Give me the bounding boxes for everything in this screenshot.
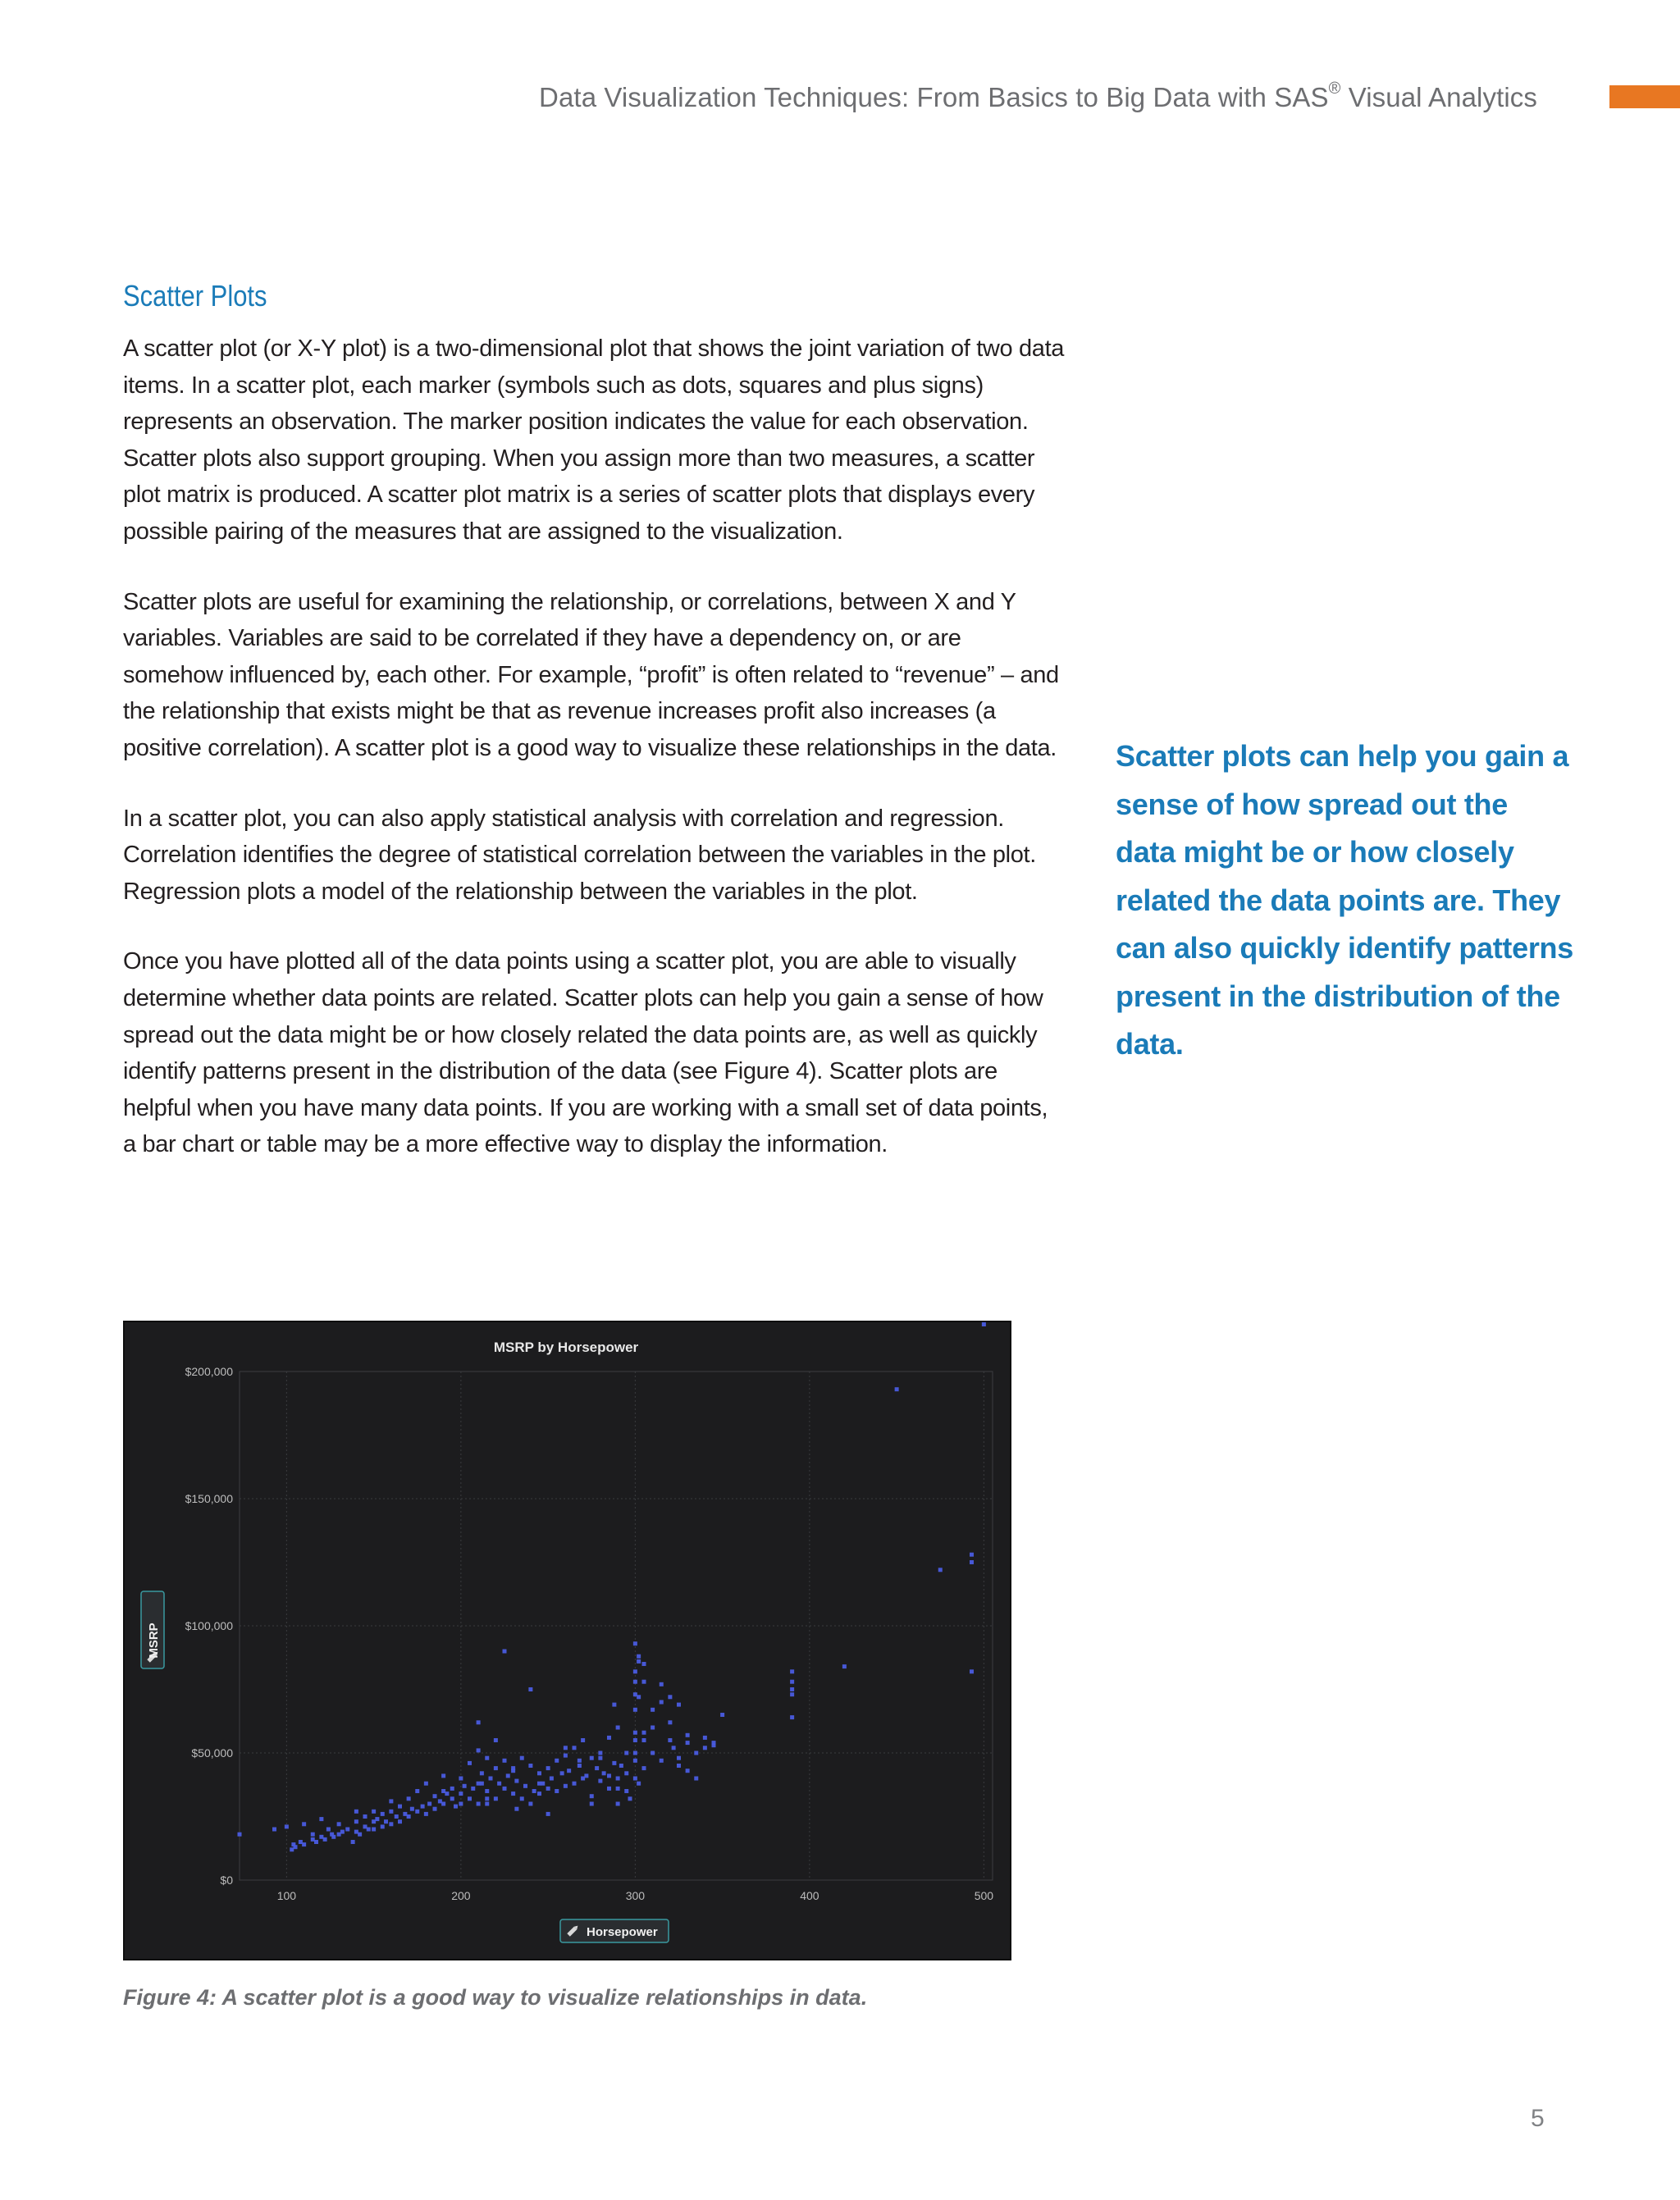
data-point[interactable] [337,1822,341,1826]
section-title: Scatter Plots [123,279,267,313]
data-point[interactable] [489,1777,493,1781]
data-point[interactable] [358,1833,362,1837]
data-point[interactable] [616,1777,620,1781]
data-point[interactable] [294,1845,298,1849]
data-point[interactable] [477,1748,481,1752]
data-point[interactable] [550,1777,554,1781]
data-point[interactable] [398,1819,402,1823]
x-tick-label: 400 [800,1889,819,1902]
data-point[interactable] [790,1687,794,1691]
data-point[interactable] [468,1796,472,1801]
chart-title: MSRP by Horsepower [493,1340,639,1355]
y-tick-label: $50,000 [191,1746,233,1760]
data-point[interactable] [581,1738,585,1742]
data-point[interactable] [441,1773,445,1778]
data-point[interactable] [407,1814,411,1819]
data-point[interactable] [497,1782,501,1786]
data-point[interactable] [323,1837,327,1842]
y-axis-label-chip[interactable] [141,1591,164,1668]
data-point[interactable] [485,1756,489,1760]
data-point[interactable] [607,1773,611,1778]
data-point[interactable] [537,1782,541,1786]
paragraph-3: In a scatter plot, you can also apply statistical analysis with correlation and regression. Correlation identifies the degree of statistical correlation between the variables in the plot. Regression plots a model of the relationship between the variables in the plot. [123,805,1036,905]
x-tick-label: 100 [276,1889,297,1902]
data-point[interactable] [415,1789,419,1793]
data-point[interactable] [459,1802,463,1806]
data-point[interactable] [381,1812,385,1816]
data-point[interactable] [560,1771,564,1775]
data-point[interactable] [694,1751,698,1755]
data-point[interactable] [351,1840,355,1844]
data-point[interactable] [514,1807,518,1811]
data-point[interactable] [468,1761,472,1765]
data-point[interactable] [537,1791,541,1796]
data-point[interactable] [528,1764,532,1768]
data-point[interactable] [624,1751,628,1755]
x-axis-label-chip[interactable] [560,1919,669,1942]
data-point[interactable] [459,1791,463,1796]
data-point[interactable] [485,1789,489,1793]
data-point[interactable] [511,1766,515,1770]
data-point[interactable] [494,1766,498,1770]
data-point[interactable] [660,1759,664,1763]
data-points [238,1322,986,1851]
data-point[interactable] [790,1692,794,1696]
data-point[interactable] [612,1703,616,1707]
x-tick-label: 300 [625,1889,646,1902]
data-point[interactable] [514,1779,518,1783]
data-point[interactable] [433,1807,437,1811]
data-point[interactable] [619,1764,623,1768]
data-point[interactable] [598,1751,602,1755]
data-point[interactable] [398,1805,402,1809]
data-point[interactable] [367,1828,371,1832]
data-point[interactable] [546,1787,550,1791]
data-point[interactable] [503,1759,507,1763]
data-point[interactable] [598,1779,602,1783]
running-header [539,82,1537,113]
data-point[interactable] [427,1802,431,1806]
data-point[interactable] [694,1777,698,1781]
data-point[interactable] [421,1805,425,1809]
data-point[interactable] [637,1659,641,1664]
data-point[interactable] [520,1756,524,1760]
data-point[interactable] [642,1766,646,1770]
data-point[interactable] [302,1822,306,1826]
data-point[interactable] [616,1802,620,1806]
data-point[interactable] [633,1641,637,1645]
data-point[interactable] [503,1650,507,1654]
data-point[interactable] [686,1769,690,1773]
data-point[interactable] [633,1731,637,1735]
data-point[interactable] [616,1787,620,1791]
data-point[interactable] [523,1784,527,1788]
data-point[interactable] [637,1782,641,1786]
data-point[interactable] [555,1759,559,1763]
data-point[interactable] [790,1680,794,1684]
data-point[interactable] [424,1812,428,1816]
data-point[interactable] [528,1802,532,1806]
data-point[interactable] [454,1805,458,1809]
page-number: 5 [1531,2105,1545,2132]
data-point[interactable] [703,1736,707,1740]
data-point[interactable] [564,1784,568,1788]
data-point[interactable] [485,1796,489,1801]
data-point[interactable] [372,1810,376,1814]
data-point[interactable] [668,1695,672,1699]
data-point[interactable] [677,1764,681,1768]
data-point[interactable] [381,1824,385,1828]
data-point[interactable] [372,1828,376,1832]
data-point[interactable] [633,1692,637,1696]
data-point[interactable] [567,1769,571,1773]
data-point[interactable] [494,1738,498,1742]
data-point[interactable] [895,1387,899,1391]
data-point[interactable] [363,1814,368,1819]
data-point[interactable] [410,1807,414,1811]
data-point[interactable] [578,1764,582,1768]
data-point[interactable] [415,1810,419,1814]
paragraph-4: Once you have plotted all of the data points using a scatter plot, you are able to visually determine whether data points are related. Scatter plots can help you gain a sense of how spread out the data might be or how closely related the data points are, as well as quickly identify patterns present in the distribution of the data (see Figure 4). Scatter plots are helpful when you have many data points. If you are working with a small set of data points, a bar chart or table may be a more effective way to display the information. [123,948,1048,1158]
data-point[interactable] [612,1761,616,1765]
data-point[interactable] [590,1794,594,1798]
data-point[interactable] [564,1746,568,1750]
data-point[interactable] [633,1669,637,1673]
header-accent-bar [1609,85,1680,108]
data-point[interactable] [477,1720,481,1724]
data-point[interactable] [642,1731,646,1735]
data-point[interactable] [532,1789,536,1793]
figure-caption: Figure 4: A scatter plot is a good way to visualize relationships in data. [123,1985,868,2010]
data-point[interactable] [938,1568,943,1572]
data-point[interactable] [555,1789,559,1793]
axes [185,1365,994,1902]
data-point[interactable] [564,1754,568,1758]
data-point[interactable] [607,1787,611,1791]
data-point[interactable] [511,1791,515,1796]
data-point[interactable] [590,1802,594,1806]
data-point[interactable] [520,1796,524,1801]
data-point[interactable] [459,1777,463,1781]
data-point[interactable] [395,1814,399,1819]
body-text [123,331,1065,1197]
data-point[interactable] [433,1794,437,1798]
data-point[interactable] [537,1771,541,1775]
data-point[interactable] [982,1322,986,1326]
data-point[interactable] [546,1812,550,1816]
data-point[interactable] [354,1810,358,1814]
data-point[interactable] [642,1738,646,1742]
data-point[interactable] [578,1759,582,1763]
paragraph-2: Scatter plots are useful for examining the relationship, or correlations, between X and Y variables. Variables are said to be correlated if they have a dependency on, or are somehow influenced by, each other. For example, “profit” is often related to “revenue” – and the relationship that exists might be that as revenue increases profit also increases (a positive correlation). A scatter plot is a good way to visualize these relationships in the data. [123,588,1059,761]
data-point[interactable] [407,1796,411,1801]
data-point[interactable] [389,1799,393,1803]
data-point[interactable] [441,1789,445,1793]
data-point[interactable] [314,1840,318,1844]
registered-mark: ® [1328,80,1341,98]
data-point[interactable] [384,1819,388,1823]
data-point[interactable] [311,1833,315,1837]
data-point[interactable] [546,1766,550,1770]
data-point[interactable] [616,1726,620,1730]
data-point[interactable] [389,1810,393,1814]
data-point[interactable] [302,1842,306,1846]
y-axis-label: MSRP [147,1623,161,1659]
data-point[interactable] [326,1828,331,1832]
pull-quote: Scatter plots can help you gain a sense of how spread out the data might be or how closely related the data points are. They can also quickly identify patterns present in the distribution of the data. [1116,739,1573,1061]
data-point[interactable] [477,1802,481,1806]
data-point[interactable] [573,1782,577,1786]
data-point[interactable] [503,1787,507,1791]
data-point[interactable] [450,1796,454,1801]
data-point[interactable] [651,1726,655,1730]
data-point[interactable] [703,1746,707,1750]
data-point[interactable] [686,1733,690,1737]
data-point[interactable] [651,1708,655,1712]
data-point[interactable] [441,1802,445,1806]
scatter-figure [123,1321,1011,1960]
data-point[interactable] [624,1789,628,1793]
data-point[interactable] [720,1713,724,1717]
data-point[interactable] [970,1553,974,1557]
data-point[interactable] [340,1830,345,1834]
data-point[interactable] [970,1669,974,1673]
data-point[interactable] [642,1662,646,1666]
data-point[interactable] [790,1715,794,1719]
y-tick-label: $0 [220,1874,233,1887]
data-point[interactable] [331,1835,336,1839]
data-point[interactable] [668,1738,672,1742]
data-point[interactable] [686,1741,690,1745]
x-tick-label: 500 [974,1889,994,1902]
data-point[interactable] [633,1759,637,1763]
data-point[interactable] [677,1703,681,1707]
data-point[interactable] [607,1736,611,1740]
data-point[interactable] [590,1756,594,1760]
data-point[interactable] [345,1828,349,1832]
data-point[interactable] [712,1741,716,1745]
data-point[interactable] [633,1708,637,1712]
data-point[interactable] [424,1782,428,1786]
data-point[interactable] [528,1687,532,1691]
data-point[interactable] [238,1833,242,1837]
y-tick-label: $100,000 [185,1619,233,1632]
x-tick-label: 200 [451,1889,471,1902]
data-point[interactable] [637,1655,641,1659]
data-point[interactable] [480,1782,484,1786]
data-point[interactable] [319,1817,323,1821]
data-point[interactable] [285,1824,289,1828]
running-header-main: Data Visualization Techniques: From Basics to Big Data with SAS [539,82,1329,112]
data-point[interactable] [450,1787,454,1791]
data-point[interactable] [480,1771,484,1775]
data-point[interactable] [584,1773,588,1778]
data-point[interactable] [506,1773,510,1778]
scatter-chart [125,1322,1010,1959]
y-tick-label: $200,000 [185,1365,233,1378]
data-point[interactable] [494,1796,498,1801]
data-point[interactable] [633,1738,637,1742]
data-point[interactable] [354,1819,358,1823]
y-tick-label: $150,000 [185,1492,233,1505]
paragraph-1: A scatter plot (or X-Y plot) is a two-dimensional plot that shows the joint variation of two data items. In a scatter plot, each marker (symbols such as dots, squares and plus signs) represents an observation. The marker position indicates the value for each observation. Scatter plots also support grouping. When you assign more than two measures, a scatter plot matrix is produced. A scatter plot matrix is a series of scatter plots that displays every possible pairing of the measures that are assigned to the visualization. [123,335,1065,545]
data-point[interactable] [633,1777,637,1781]
running-header-tail: Visual Analytics [1340,82,1537,112]
data-point[interactable] [651,1751,655,1755]
data-point[interactable] [672,1746,676,1750]
data-point[interactable] [668,1720,672,1724]
data-point[interactable] [633,1680,637,1684]
data-point[interactable] [485,1802,489,1806]
data-point[interactable] [970,1560,974,1564]
data-point[interactable] [389,1822,393,1826]
data-point[interactable] [602,1771,606,1775]
data-point[interactable] [375,1817,379,1821]
data-point[interactable] [628,1796,632,1801]
data-point[interactable] [595,1766,599,1770]
data-point[interactable] [272,1828,276,1832]
data-point[interactable] [677,1756,681,1760]
data-point[interactable] [660,1700,664,1705]
data-point[interactable] [642,1680,646,1684]
data-point[interactable] [842,1664,847,1668]
data-point[interactable] [624,1771,628,1775]
data-point[interactable] [463,1784,467,1788]
data-point[interactable] [660,1682,664,1687]
data-point[interactable] [790,1669,794,1673]
data-point[interactable] [598,1756,602,1760]
data-point[interactable] [471,1787,475,1791]
data-point[interactable] [633,1751,637,1755]
data-point[interactable] [573,1746,577,1750]
x-axis-label: Horsepower [587,1925,658,1939]
